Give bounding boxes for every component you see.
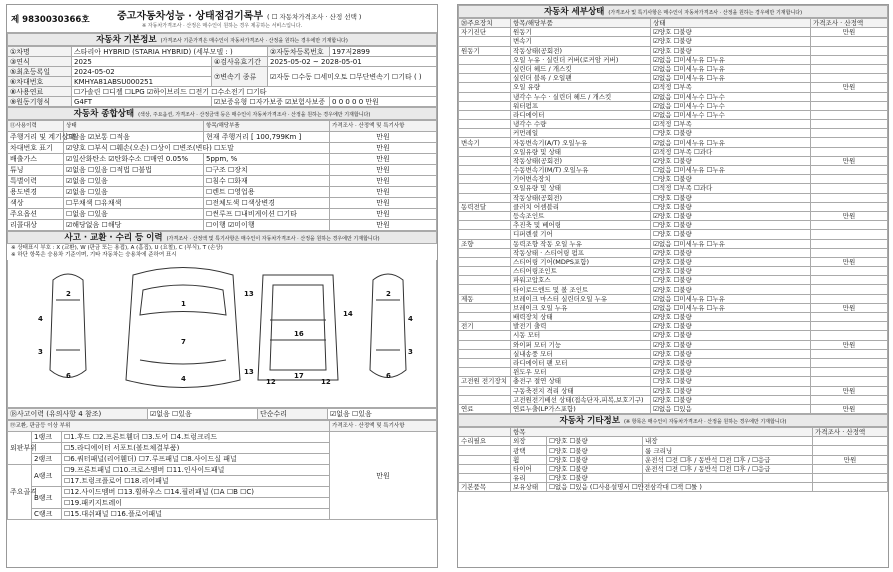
status-row: 주행거리 및 계기상태 ☐많음 ☑보통 ☐적음 현재 주행거리 [ 100,799Km ] 만원: [8, 132, 437, 143]
detail-row: 라디에이터 ☑없음 ☐미세누수 ☐누수: [459, 110, 888, 119]
car-damage-diagram: [7, 260, 437, 408]
diagram-label: 7: [181, 338, 186, 346]
status-row: 차대번호 표기 ☑양호 ☐부식 ☐훼손(오손) ☐상이 ☐변조(변타) ☐도말 만원: [8, 143, 437, 154]
status-row: 튜닝 ☑없음 ☐있음 ☐적법 ☐불법 ☐구조 ☐장치 만원: [8, 165, 437, 176]
detail-row: 스티어링조인트 ☑양호 ☐불량: [459, 267, 888, 276]
detail-row: 타이로드엔드 및 볼 조인트 ☑양호 ☐불량: [459, 285, 888, 294]
document-title: 중고자동차성능 · 상태점검기록부 ( ☐ 자동차가격조사 · 산정 선택 ): [117, 11, 362, 22]
accident-legend: ※ 상태표시 부호 : X (교환), W (판금 또는 용접), A (흠집), U (요철), C (부식), T (손상) ※ 하단 항목은 승용차 기준이며, 기타 자동차는 승용차에 준하여 표시: [11, 245, 223, 258]
diagram-label: 2: [66, 290, 71, 298]
detail-row: 시동 모터 ☑양호 ☐불량: [459, 331, 888, 340]
detail-row: 실린더 헤드 / 개스킷 ☑없음 ☐미세누유 ☐누유: [459, 64, 888, 73]
diagram-label: 17: [294, 372, 304, 380]
overall-status-table: ⑪사용이력 상태 항목/해당부품 가격조사 · 산정액 및 특기사항 주행거리 및 계기상태 ☐많음 ☑보통 ☐적음 현재 주행거리 [ 100,799Km ] 만원 차대번호 표기 ☑양호 ☐부식 ☐훼손(오손) ☐상이 ☐변조(변타) ☐도말 만원 배출가스 ☑일산화탄소 ☑탄화수소 ☐매연 0.05% 5ppm, % 만원 튜닝 ☑없음 ☐있음 ☐적법 ☐불법 ☐구조 ☐장치 만원 특별이력 ☑없음 ☐있음 ☐침수 ☐화재 만원 용도변경 ☑없음 ☐있음 ☐렌트 ☐영업용 만원 색상 ☐무채색 ☐유채색 ☐전체도색 ☐색상변경 만원 주요옵션 ☐없음 ☐있음 ☐썬루프 ☐내비게이션 ☐기타 만원 리콜대상 ☑해당없음 ☐해당 ☐이행 ☑미이행 만원: [7, 120, 437, 231]
detail-row: 워터펌프 ☑없음 ☐미세누수 ☐누수: [459, 101, 888, 110]
diagram-label: 4: [181, 375, 186, 383]
document-number: 제 9830030366호: [11, 15, 90, 25]
diagram-label: 3: [408, 348, 413, 356]
car-outline-drawing: [8, 260, 438, 394]
status-row: 배출가스 ☑일산화탄소 ☑탄화수소 ☐매연 0.05% 5ppm, % 만원: [8, 154, 437, 165]
detail-row: 디퍼렌셜 기어 ☐양호 ☐불량: [459, 230, 888, 239]
other-row: 광택 ☐양호 ☐불량 룸 크리닝: [459, 446, 888, 455]
detail-row: 전기 발전기 출력 ☑양호 ☐불량: [459, 322, 888, 331]
detail-row: 제동 브레이크 마스터 실린더오일 누유 ☑없음 ☐미세누유 ☐누유: [459, 294, 888, 303]
other-row: 유리 ☐양호 ☐불량: [459, 474, 888, 483]
detail-row: 동력전달 클러치 어셈블리 ☐양호 ☐불량: [459, 202, 888, 211]
diagram-label: 3: [38, 348, 43, 356]
other-info-table: 항목 가격조사 · 산정액 수리필요 외장 ☐양호 ☐불량 내장 광택 ☐양호 ☐불량 룸 크리닝 휠 ☐양호 ☐불량 운전석 ☐전 ☐후 / 동반석 ☐전 ☐후 / ☐응급 만원 타이어 ☐양호 ☐불량 운전석 ☐전 ☐후 / 동반석 ☐전 ☐후 / ☐응급 유리 ☐양호 ☐불량 기본품목 보유상태 ☐없음 ☐있음 (☐사용설명서 ☐안전삼각대 ☐잭 ☐툴 ): [458, 427, 888, 492]
detail-row: 등속조인트 ☑양호 ☐불량 만원: [459, 211, 888, 220]
detail-row: 파워고압호스 ☐양호 ☐불량: [459, 276, 888, 285]
document-header: [7, 5, 437, 33]
diagram-label: 12: [321, 378, 331, 386]
detail-row: 오일 누유 · 실린더 커버(로커암 커버) ☑없음 ☐미세누유 ☐누유: [459, 55, 888, 64]
title-note: ※ 자동차가격조사 · 산정은 매수인이 원하는 경우 제공하는 서비스입니다.: [142, 23, 303, 29]
status-row: 리콜대상 ☑해당없음 ☐해당 ☐이행 ☑미이행 만원: [8, 220, 437, 231]
detail-row: 추진축 및 베어링 ☐양호 ☐불량: [459, 221, 888, 230]
detail-row: 윈도우 모터 ☑양호 ☐불량: [459, 368, 888, 377]
diagram-label: 4: [408, 315, 413, 323]
detail-row: 냉각수 누수 · 실린더 헤드 / 개스킷 ☑없음 ☐미세누수 ☐누수: [459, 92, 888, 101]
detail-row: 배력장치 상태 ☑양호 ☐불량: [459, 313, 888, 322]
detail-row: 작동상태(공회전) ☐양호 ☐불량: [459, 193, 888, 202]
detail-row: 자기진단 원동기 ☑양호 ☐불량 만원: [459, 28, 888, 37]
detail-row: 수동변속기(M/T) 오일누유 ☐없음 ☐미세누유 ☐누유: [459, 166, 888, 175]
status-row: 특별이력 ☑없음 ☐있음 ☐침수 ☐화재 만원: [8, 176, 437, 187]
detail-status-table: ⑳주요장치 항목/해당부품 상태 가격조사 · 산정액 자기진단 원동기 ☑양호 ☐불량 만원 변속기 ☑양호 ☐불량 원동기 작동상태(공회전) ☑양호 ☐불량 오일 누유 · 실린더 커버(로커암 커버) ☑없음 ☐미세누유 ☐누유 실린더 헤드 / 개스킷 ☑없음 ☐미세누유 ☐누유 실린더 블록 / 오일팬 ☑없음 ☐미세누유 ☐누유 오일 유량 ☑적정 ☐부족 만원 냉각수 누수 · 실린더 헤드 / 개스킷 ☑없음 ☐미세누수 ☐누수 워터펌프 ☑없음 ☐미세누수 ☐누수 라디에이터 ☑없음 ☐미세누수 ☐누수 냉각수 수량 ☑적정 ☐부족 커먼레일 ☐양호 ☐불량 변속기 자동변속기(A/T) 오일누유 ☑없음 ☐미세누유 ☐누유 오일유량 및 상태 ☑적정 ☐부족 ☐과다 작동상태(공회전) ☑양호 ☐불량 만원 수동변속기(M/T) 오일누유 ☐없음 ☐미세누유 ☐누유 기어변속장치 ☐양호 ☐불량 오일유량 및 상태 ☐적정 ☐부족 ☐과다 작동상태(공회전) ☐양호 ☐불량 동력전달 클러치 어셈블리 ☐양호 ☐불량 등속조인트 ☑양호 ☐불량 만원 추진축 및 베어링 ☐양호 ☐불량 디퍼렌셜 기어 ☐양호 ☐불량 조향 동력조향 작동 오일 누유 ☑없음 ☐미세누유 ☐누유 작동상태 · 스티어링 펌프 ☑양호 ☐불량 스티어링 기어(MDPS포함) ☑양호 ☐불량 만원 스티어링조인트 ☑양호 ☐불량 파워고압호스 ☐양호 ☐불량 타이로드엔드 및 볼 조인트 ☑양호 ☐불량 제동 브레이크 마스터 실린더오일 누유 ☑없음 ☐미세누유 ☐누유 브레이크 오일 누유 ☑없음 ☐미세누유 ☐누유 만원 배력장치 상태 ☑양호 ☐불량 전기 발전기 출력 ☑양호 ☐불량 시동 모터 ☑양호 ☐불량 와이퍼 모터 기능 ☑양호 ☐불량 만원 실내송풍 모터 ☑양호 ☐불량 라디에이터 팬 모터 ☑양호 ☐불량 윈도우 모터 ☑양호 ☐불량 고전원 전기장치 충전구 절연 상태 ☐양호 ☐불량 구동축전지 격리 상태 ☑양호 ☐불량 만원 고전원전기배선 상태(접속단자,피복,보호기구) ☑양호 ☐불량 연료 연료누출(LP가스포함) ☑없음 ☐있음 만원: [458, 18, 888, 414]
accident-history-header: 사고 · 교환 · 수리 등 이력 (가격조사 · 산정액 및 특기사항은 매수인이 자동차가격조사 · 산정을 원하는 경우에만 기재합니다): [7, 231, 437, 244]
detail-row: 냉각수 수량 ☑적정 ☐부족: [459, 120, 888, 129]
basic-info-header: 자동차 기본정보 (가격조사 기준가격은 매수인이 자동차가격조사 · 산정을 원하는 경우에만 기재합니다): [7, 33, 437, 46]
diagram-label: 1: [181, 300, 186, 308]
detail-row: 작동상태 · 스티어링 펌프 ☑양호 ☐불량: [459, 248, 888, 257]
basic-info-table: ①차명 스타리아 HYBRID (STARIA HYBRID) (세부모델 : ) ②자동차등록번호 197저2899 ③연식 2025 ④검사유효기간 2025-05-02 ~ 2028-05-01 ⑤최초등록일 2024-05-02 ⑦변속기 종류 ☑자동 ☐수동 ☐세미오토 ☐무단변속기 ☐기타 ( ) ⑥차대번호 KMHYA81ABSU000251 ⑧사용연료 ☐가솔린 ☐디젤 ☐LPG ☑하이브리드 ☐전기 ☐수소전기 ☐기타 ⑨원동기형식 G4FT ☑보증유형 ☐자가보증 ☑보험사보증 0 0 0 0 0 만원: [7, 46, 437, 107]
diagram-label: 16: [294, 330, 304, 338]
other-row: 기본품목 보유상태 ☐없음 ☐있음 (☐사용설명서 ☐안전삼각대 ☐잭 ☐툴 ): [459, 483, 888, 492]
diagram-label: 14: [343, 310, 353, 318]
other-info-header: 자동차 기타정보 (※ 항목은 매수인이 자동차가격조사 · 산정을 원하는 경우에만 기재합니다): [458, 414, 888, 427]
detail-row: 고전원 전기장치 충전구 절연 상태 ☐양호 ☐불량: [459, 377, 888, 386]
accident-summary-table: ⑱사고이력 (유의사항 4 참조) ☑없음 ☐있음 단순수리 ☑없음 ☐있음: [7, 408, 437, 420]
overall-status-header: 자동차 종합상태 (색상, 주요옵션, 가격조사 · 산정금액 등은 매수인이 자동차가격조사 · 산정을 원하는 경우에만 기재합니다): [7, 107, 437, 120]
detail-row: 브레이크 오일 누유 ☑없음 ☐미세누유 ☐누유 만원: [459, 303, 888, 312]
detail-row: 변속기 자동변속기(A/T) 오일누유 ☑없음 ☐미세누유 ☐누유: [459, 138, 888, 147]
detail-row: 와이퍼 모터 기능 ☑양호 ☐불량 만원: [459, 340, 888, 349]
detail-row: 스티어링 기어(MDPS포함) ☑양호 ☐불량 만원: [459, 257, 888, 266]
diagram-label: 6: [66, 372, 71, 380]
diagram-label: 6: [386, 372, 391, 380]
detail-row: 기어변속장치 ☐양호 ☐불량: [459, 175, 888, 184]
detail-row: 오일유량 및 상태 ☐적정 ☐부족 ☐과다: [459, 184, 888, 193]
detail-row: 오일유량 및 상태 ☑적정 ☐부족 ☐과다: [459, 147, 888, 156]
other-row: 타이어 ☐양호 ☐불량 운전석 ☐전 ☐후 / 동반석 ☐전 ☐후 / ☐응급: [459, 464, 888, 473]
detail-row: 커먼레일 ☐양호 ☐불량: [459, 129, 888, 138]
parts-table: ⑲교환, 판금등 이상 부위 가격조사 · 산정액 및 특기사항 외판부위 1랭크 ☐1.후드 ☐2.프론트휀더 ☐3.도어 ☐4.트렁크리드 만원 ☐5.라디에이터 서포트(볼트체결부품) 2랭크 ☐6.쿼터패널(리어휀더) ☐7.루프패널 ☐8.사이드실 패널 주요골격 A랭크 ☐9.프론트패널 ☐10.크로스멤버 ☐11.인사이드패널 ☐17.트렁크플로어 ☐18.리어패널 B랭크 ☐12.사이드멤버 ☐13.휠하우스 ☐14.필러패널 (☐A ☐B ☐C) ☐19.패키지트레이 C랭크 ☐15.대쉬패널 ☐16.플로어패널: [7, 420, 437, 520]
detail-row: 오일 유량 ☑적정 ☐부족 만원: [459, 83, 888, 92]
detail-row: 실내송풍 모터 ☑양호 ☐불량: [459, 349, 888, 358]
diagram-label: 2: [386, 290, 391, 298]
detail-row: 라디에이터 팬 모터 ☑양호 ☐불량: [459, 358, 888, 367]
detail-row: 연료 연료누출(LP가스포함) ☑없음 ☐있음 만원: [459, 404, 888, 413]
detail-row: 구동축전지 격리 상태 ☑양호 ☐불량 만원: [459, 386, 888, 395]
detail-row: 작동상태(공회전) ☑양호 ☐불량 만원: [459, 156, 888, 165]
diagram-label: 4: [38, 315, 43, 323]
status-row: 색상 ☐무채색 ☐유채색 ☐전체도색 ☐색상변경 만원: [8, 198, 437, 209]
other-row: 휠 ☐양호 ☐불량 운전석 ☐전 ☐후 / 동반석 ☐전 ☐후 / ☐응급 만원: [459, 455, 888, 464]
detail-row: 조향 동력조향 작동 오일 누유 ☑없음 ☐미세누유 ☐누유: [459, 239, 888, 248]
diagram-label: 13: [244, 368, 254, 376]
status-row: 용도변경 ☑없음 ☐있음 ☐렌트 ☐영업용 만원: [8, 187, 437, 198]
status-row: 주요옵션 ☐없음 ☐있음 ☐썬루프 ☐내비게이션 ☐기타 만원: [8, 209, 437, 220]
detail-row: 원동기 작동상태(공회전) ☑양호 ☐불량: [459, 46, 888, 55]
detail-row: 실린더 블록 / 오일팬 ☑없음 ☐미세누유 ☐누유: [459, 74, 888, 83]
detail-row: 변속기 ☑양호 ☐불량: [459, 37, 888, 46]
inspection-page-left: [6, 4, 438, 568]
detail-status-header: 자동차 세부상태 (가격조사 및 특기사항은 매수인이 자동차가격조사 · 산정을 원하는 경우에만 기재합니다): [458, 5, 888, 18]
diagram-label: 13: [244, 290, 254, 298]
detail-row: 고전원전기배선 상태(접속단자,피복,보호기구) ☑양호 ☐불량: [459, 395, 888, 404]
other-row: 수리필요 외장 ☐양호 ☐불량 내장: [459, 437, 888, 446]
inspection-page-right: [457, 4, 889, 568]
diagram-label: 12: [266, 378, 276, 386]
